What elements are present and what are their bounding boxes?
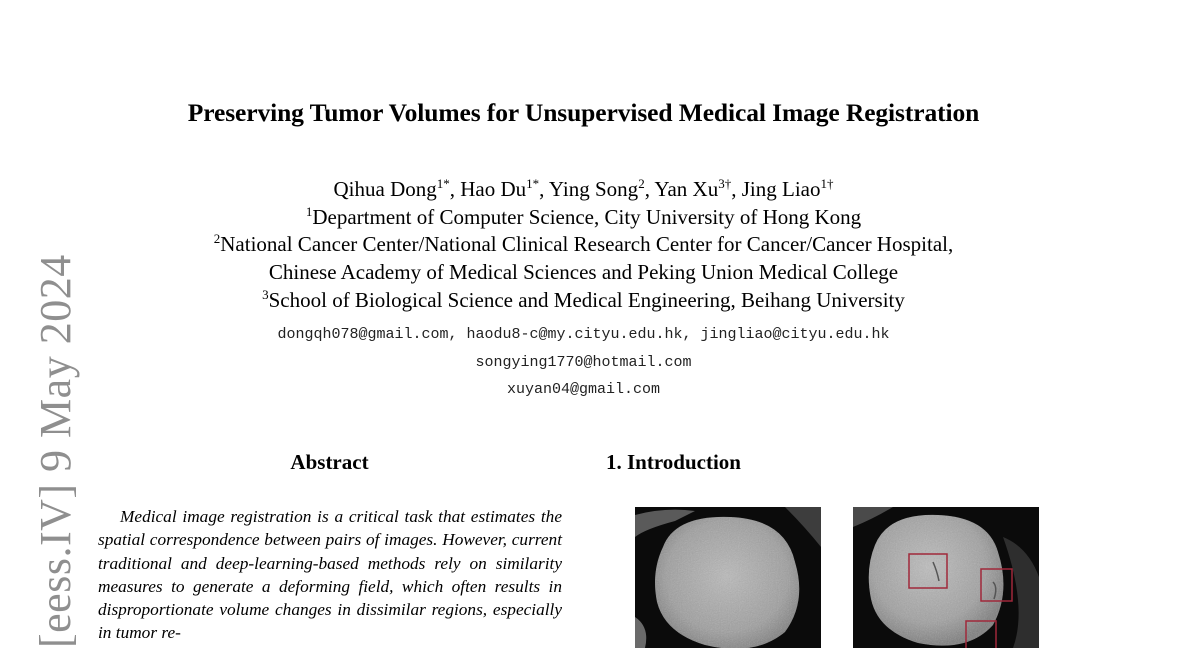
affiliation-line [0,204,1167,232]
author-block [0,176,1167,315]
introduction-heading: 1. Introduction [606,450,741,474]
affiliation-text: School of Biological Science and Medical Engineering, Beihang University [268,287,905,312]
abstract-heading: Abstract [290,450,369,474]
author-superscript: 1* [526,176,540,191]
author-separator: , [731,177,737,201]
paper-title: Preserving Tumor Volumes for Unsupervised Medical Image Registration [187,98,980,127]
affiliation-text: National Cancer Center/National Clinical Research Center for Cancer/Cancer Hospital, [220,232,954,257]
author-list [0,176,1167,204]
affiliation-line [0,259,1167,287]
author-name: Ying Song [548,177,639,201]
affiliation-superscript: 1 [305,203,313,219]
author-separator: , [449,177,456,201]
email-line: xuyan04@gmail.com [506,381,661,398]
email-line: songying1770@hotmail.com [475,353,692,371]
author-superscript: 1† [820,176,834,191]
author-name: Hao Du [460,177,527,201]
arxiv-side-stamp: [eess.IV] 9 May 2024 [31,254,80,648]
email-line: dongqh078@gmail.com, haodu8-c@my.cityu.edu.hk, jingliao@cityu.edu.hk [277,326,890,343]
affiliation-text: Chinese Academy of Medical Sciences and Peking Union Medical College [268,260,899,285]
author-superscript: 1* [436,176,450,191]
affiliation-superscript: 3 [262,286,269,302]
abstract-text: Medical image registration is a critical task that estimates the spatial correspondence between pairs of images. However, current traditional and deep-learning-based methods rely on similarity measures to generate a deforming field, which often results in disproportionate volume changes in dissimilar regions, especially in tumor re- [98,507,562,643]
author-name: Qihua Dong [333,177,437,201]
ct-scan-image-moving [853,507,1039,648]
affiliation-line [0,231,1167,259]
affiliation-line [0,287,1167,315]
author-separator: , [644,177,650,201]
author-superscript: 2 [638,176,645,191]
affiliation-text: Department of Computer Science, City University of Hong Kong [312,204,862,229]
author-name: Yan Xu [654,177,719,201]
email-block [0,321,1167,404]
author-separator: , [539,177,545,201]
author-superscript: 3† [718,176,732,191]
ct-scan-image-fixed [635,507,821,648]
affiliation-superscript: 2 [213,231,221,247]
author-name: Jing Liao [741,177,821,201]
